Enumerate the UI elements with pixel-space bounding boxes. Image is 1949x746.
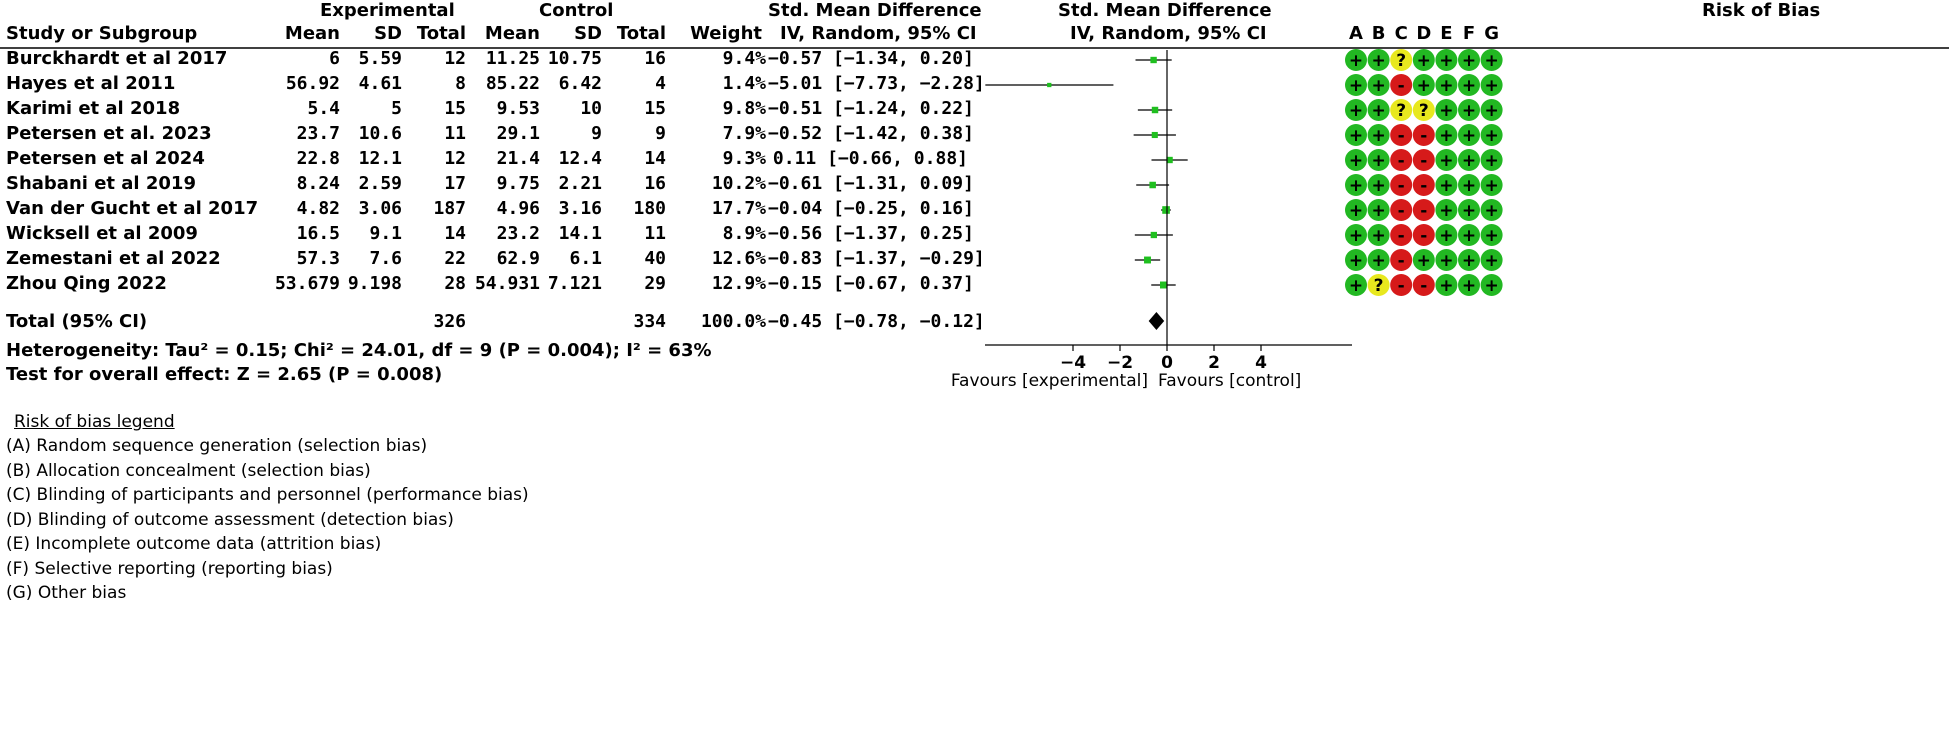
rob-symbol: - <box>1397 226 1405 246</box>
point-estimate <box>1149 182 1156 189</box>
cell-e-sd: 4.61 <box>358 73 402 94</box>
point-estimate <box>1162 206 1170 214</box>
rob-legend-item: (D) Blinding of outcome assessment (detection bias) <box>6 509 454 530</box>
x-tick-label: −4 <box>1059 353 1087 373</box>
cell-ci: −0.61 [−1.31, 0.09] <box>768 173 974 194</box>
cell-c-sd: 9 <box>591 123 602 144</box>
cell-c-mean: 21.4 <box>496 148 540 169</box>
rob-symbol: + <box>1439 201 1454 221</box>
rob-symbol: + <box>1348 76 1364 96</box>
cell-e-sd: 9.1 <box>369 223 402 244</box>
experimental-group-header: Experimental <box>320 0 455 21</box>
rob-symbol: - <box>1420 176 1428 196</box>
rob-symbol: - <box>1420 201 1428 221</box>
study-name: Zemestani et al 2022 <box>6 248 221 269</box>
rob-symbol: + <box>1484 226 1499 246</box>
rob-col-header-E: E <box>1440 23 1453 44</box>
rob-symbol: + <box>1461 76 1477 96</box>
cell-e-total: 28 <box>444 273 466 294</box>
rob-symbol: - <box>1397 176 1405 196</box>
x-tick-label: 2 <box>1208 353 1220 373</box>
point-estimate <box>1151 232 1157 238</box>
smd-header-2: IV, Random, 95% CI <box>780 23 977 44</box>
rob-symbol: + <box>1371 226 1386 246</box>
total-ctrl-n: 334 <box>633 311 666 332</box>
cell-e-sd: 3.06 <box>358 198 402 219</box>
rob-symbol: + <box>1461 226 1477 246</box>
cell-c-mean: 62.9 <box>496 248 540 269</box>
rob-symbol: + <box>1461 126 1477 146</box>
cell-ci: −0.57 [−1.34, 0.20] <box>768 48 974 69</box>
cell-e-mean: 6 <box>329 48 340 69</box>
cell-weight: 7.9% <box>722 123 766 144</box>
total-ci: −0.45 [−0.78, −0.12] <box>768 311 985 332</box>
rob-symbol: + <box>1484 101 1499 121</box>
rob-symbol: + <box>1371 201 1386 221</box>
rob-symbol: + <box>1461 101 1477 121</box>
point-estimate <box>1160 282 1167 289</box>
rob-symbol: + <box>1348 126 1364 146</box>
ctrl-total-header: Total <box>616 23 666 44</box>
rob-symbol: + <box>1371 51 1386 71</box>
rob-symbol: + <box>1439 226 1454 246</box>
cell-c-mean: 85.22 <box>485 73 540 94</box>
rob-symbol: ? <box>1373 276 1384 296</box>
overall-effect-text: Test for overall effect: Z = 2.65 (P = 0.008) <box>6 364 443 385</box>
cell-e-total: 15 <box>444 98 466 119</box>
study-name: Wicksell et al 2009 <box>6 223 198 244</box>
rob-symbol: + <box>1416 76 1431 96</box>
cell-weight: 9.4% <box>722 48 766 69</box>
rob-col-header-B: B <box>1371 23 1386 44</box>
cell-e-sd: 9.198 <box>347 273 402 294</box>
cell-e-mean: 57.3 <box>296 248 340 269</box>
rob-symbol: ? <box>1418 101 1429 121</box>
heterogeneity-text: Heterogeneity: Tau² = 0.15; Chi² = 24.01, df = 9 (P = 0.004); I² = 63% <box>6 340 712 361</box>
rob-symbol: + <box>1439 176 1454 196</box>
rob-symbol: + <box>1484 51 1499 71</box>
cell-c-mean: 11.25 <box>485 48 540 69</box>
rob-symbol: - <box>1420 276 1428 296</box>
favours-experimental-label: Favours [experimental] <box>950 371 1148 391</box>
cell-c-mean: 9.53 <box>496 98 540 119</box>
rob-symbol: + <box>1439 51 1454 71</box>
rob-symbol: + <box>1348 251 1364 271</box>
cell-c-mean: 23.2 <box>496 223 540 244</box>
exp-sd-header: SD <box>374 23 402 44</box>
study-name: Petersen et al 2024 <box>6 148 205 169</box>
rob-col-header-G: G <box>1484 23 1499 44</box>
cell-e-total: 14 <box>444 223 466 244</box>
total-exp-n: 326 <box>433 311 466 332</box>
rob-symbol: + <box>1348 276 1364 296</box>
rob-symbol: + <box>1348 226 1364 246</box>
cell-ci: −0.04 [−0.25, 0.16] <box>768 198 974 219</box>
cell-e-total: 17 <box>444 173 466 194</box>
rob-symbol: + <box>1484 151 1499 171</box>
cell-e-mean: 5.4 <box>307 98 340 119</box>
cell-e-mean: 22.8 <box>296 148 340 169</box>
cell-weight: 10.2% <box>711 173 766 194</box>
cell-ci: −0.83 [−1.37, −0.29] <box>768 248 985 269</box>
rob-symbol: + <box>1439 251 1454 271</box>
rob-symbol: + <box>1461 51 1477 71</box>
cell-e-total: 187 <box>433 198 466 219</box>
cell-e-sd: 5 <box>391 98 402 119</box>
rob-symbol: + <box>1348 201 1364 221</box>
rob-legend-item: (C) Blinding of participants and personnel (performance bias) <box>6 485 529 505</box>
rob-symbol: - <box>1397 126 1405 146</box>
cell-c-total: 11 <box>644 223 666 244</box>
x-tick-label: 0 <box>1161 353 1173 373</box>
study-name: Shabani et al 2019 <box>6 173 196 194</box>
cell-e-sd: 12.1 <box>358 148 402 169</box>
cell-e-mean: 53.679 <box>274 273 340 294</box>
point-estimate <box>1152 107 1158 113</box>
cell-e-mean: 23.7 <box>296 123 340 144</box>
rob-symbol: + <box>1439 101 1454 121</box>
cell-ci: −0.56 [−1.37, 0.25] <box>768 223 974 244</box>
rob-symbol: + <box>1371 151 1386 171</box>
cell-c-sd: 3.16 <box>558 198 602 219</box>
total-weight: 100.0% <box>700 311 766 332</box>
cell-c-total: 29 <box>644 273 666 294</box>
rob-symbol: - <box>1397 251 1405 271</box>
cell-e-total: 12 <box>444 48 466 69</box>
rob-symbol: + <box>1348 151 1364 171</box>
cell-weight: 12.9% <box>711 273 766 294</box>
total-diamond <box>1149 312 1165 330</box>
rob-symbol: + <box>1439 126 1454 146</box>
rob-symbol: + <box>1439 276 1454 296</box>
rob-symbol: + <box>1348 51 1364 71</box>
cell-e-sd: 5.59 <box>358 48 402 69</box>
rob-symbol: + <box>1348 176 1364 196</box>
smd-header-1: Std. Mean Difference <box>768 0 982 21</box>
ctrl-sd-header: SD <box>574 23 602 44</box>
rob-symbol: + <box>1416 51 1431 71</box>
rob-symbol: ? <box>1396 101 1407 121</box>
cell-c-mean: 9.75 <box>496 173 540 194</box>
cell-c-sd: 10.75 <box>547 48 602 69</box>
favours-control-label: Favours [control] <box>1158 371 1302 391</box>
rob-symbol: + <box>1371 101 1386 121</box>
control-group-header: Control <box>539 0 614 21</box>
cell-ci: 0.11 [−0.66, 0.88] <box>772 148 968 169</box>
cell-c-total: 16 <box>644 48 666 69</box>
cell-ci: −0.52 [−1.42, 0.38] <box>768 123 974 144</box>
rob-symbol: + <box>1348 101 1364 121</box>
cell-e-mean: 8.24 <box>296 173 340 194</box>
rob-symbol: + <box>1484 201 1499 221</box>
x-tick-label: 4 <box>1255 353 1267 373</box>
rob-legend-item: (B) Allocation concealment (selection bias) <box>6 460 371 481</box>
rob-symbol: + <box>1484 251 1499 271</box>
study-name: Hayes et al 2011 <box>6 73 176 94</box>
rob-col-header-C: C <box>1394 23 1408 44</box>
rob-symbol: + <box>1484 76 1499 96</box>
rob-symbol: ? <box>1396 51 1407 71</box>
rob-legend-item: (A) Random sequence generation (selection bias) <box>6 436 428 456</box>
rob-symbol: - <box>1397 276 1405 296</box>
rob-legend-item: (G) Other bias <box>6 583 127 603</box>
total-label: Total (95% CI) <box>6 311 148 332</box>
risk-of-bias-header: Risk of Bias <box>1702 0 1821 21</box>
cell-c-sd: 14.1 <box>558 223 602 244</box>
rob-symbol: + <box>1439 151 1454 171</box>
cell-e-sd: 7.6 <box>369 248 402 269</box>
cell-weight: 1.4% <box>722 73 766 94</box>
cell-c-mean: 54.931 <box>474 273 540 294</box>
x-tick-label: −2 <box>1106 353 1134 373</box>
cell-c-total: 14 <box>644 148 666 169</box>
cell-c-sd: 12.4 <box>558 148 602 169</box>
cell-e-total: 8 <box>455 73 466 94</box>
cell-e-total: 12 <box>444 148 466 169</box>
rob-col-header-F: F <box>1462 23 1476 44</box>
point-estimate <box>1144 257 1151 264</box>
study-name: Burckhardt et al 2017 <box>6 48 228 69</box>
cell-c-total: 16 <box>644 173 666 194</box>
cell-weight: 12.6% <box>711 248 766 269</box>
rob-symbol: + <box>1371 176 1386 196</box>
study-name: Zhou Qing 2022 <box>6 273 167 294</box>
exp-mean-header: Mean <box>284 23 340 44</box>
study-column-header: Study or Subgroup <box>6 23 198 44</box>
rob-symbol: + <box>1416 251 1431 271</box>
rob-legend-item: (E) Incomplete outcome data (attrition bias) <box>6 534 382 554</box>
rob-symbol: - <box>1420 126 1428 146</box>
cell-c-total: 15 <box>644 98 666 119</box>
rob-symbol: + <box>1371 126 1386 146</box>
cell-c-total: 40 <box>644 248 666 269</box>
rob-symbol: + <box>1461 276 1477 296</box>
rob-symbol: + <box>1439 76 1454 96</box>
cell-c-sd: 7.121 <box>547 273 602 294</box>
rob-symbol: + <box>1371 251 1386 271</box>
cell-c-total: 9 <box>655 123 666 144</box>
rob-symbol: - <box>1397 151 1405 171</box>
cell-e-total: 11 <box>444 123 466 144</box>
cell-weight: 17.7% <box>711 198 766 219</box>
cell-ci: −0.51 [−1.24, 0.22] <box>768 98 974 119</box>
cell-ci: −0.15 [−0.67, 0.37] <box>768 273 974 294</box>
rob-symbol: - <box>1420 151 1428 171</box>
cell-e-total: 22 <box>444 248 466 269</box>
cell-c-sd: 10 <box>580 98 602 119</box>
rob-legend-title: Risk of bias legend <box>14 412 175 432</box>
study-name: Petersen et al. 2023 <box>6 123 212 144</box>
rob-symbol: + <box>1371 76 1386 96</box>
cell-ci: −5.01 [−7.73, −2.28] <box>768 73 985 94</box>
point-estimate <box>1150 57 1156 63</box>
exp-total-header: Total <box>416 23 466 44</box>
cell-c-sd: 6.1 <box>569 248 602 269</box>
cell-e-sd: 10.6 <box>358 123 402 144</box>
rob-symbol: + <box>1461 151 1477 171</box>
point-estimate <box>1152 132 1158 138</box>
cell-weight: 9.8% <box>722 98 766 119</box>
rob-legend-item: (F) Selective reporting (reporting bias) <box>6 558 333 579</box>
smd-plot-header-1: Std. Mean Difference <box>1058 0 1272 21</box>
cell-weight: 8.9% <box>722 223 766 244</box>
cell-c-total: 180 <box>633 198 666 219</box>
cell-c-sd: 6.42 <box>558 73 602 94</box>
cell-e-mean: 16.5 <box>296 223 340 244</box>
rob-symbol: + <box>1484 176 1499 196</box>
rob-col-header-A: A <box>1349 23 1363 44</box>
cell-c-sd: 2.21 <box>558 173 602 194</box>
study-name: Karimi et al 2018 <box>6 98 181 119</box>
cell-e-sd: 2.59 <box>358 173 402 194</box>
smd-plot-header-2: IV, Random, 95% CI <box>1070 23 1267 44</box>
rob-symbol: - <box>1397 76 1405 96</box>
rob-symbol: + <box>1461 201 1477 221</box>
ctrl-mean-header: Mean <box>484 23 540 44</box>
rob-symbol: + <box>1461 176 1477 196</box>
cell-e-mean: 56.92 <box>285 73 340 94</box>
cell-c-mean: 29.1 <box>496 123 540 144</box>
rob-symbol: + <box>1461 251 1477 271</box>
rob-col-header-D: D <box>1416 23 1432 44</box>
cell-c-mean: 4.96 <box>496 198 540 219</box>
cell-c-total: 4 <box>655 73 666 94</box>
rob-symbol: - <box>1420 226 1428 246</box>
weight-header: Weight <box>690 23 762 44</box>
point-estimate <box>1047 83 1051 87</box>
cell-e-mean: 4.82 <box>296 198 340 219</box>
rob-symbol: + <box>1484 126 1499 146</box>
rob-symbol: + <box>1484 276 1499 296</box>
cell-weight: 9.3% <box>722 148 766 169</box>
study-name: Van der Gucht et al 2017 <box>6 198 259 219</box>
rob-symbol: - <box>1397 201 1405 221</box>
